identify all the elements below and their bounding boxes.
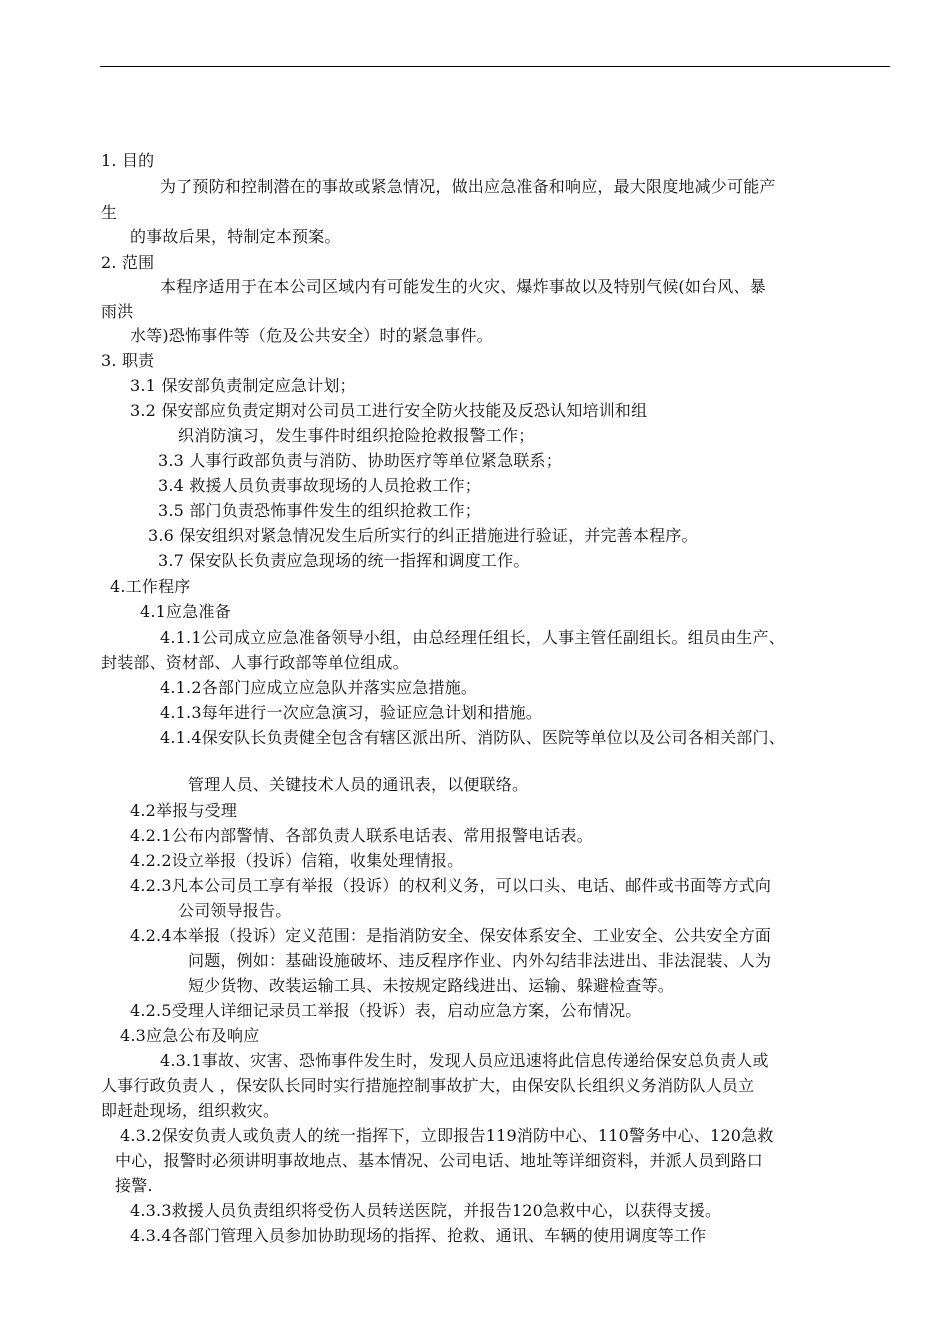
- paragraph-line: 水等)恐怖事件等（危及公共安全）时的紧急事件。: [130, 326, 493, 345]
- paragraph-line: 中心，报警时必须讲明事故地点、基本情况、公司电话、地址等详细资料，并派人员到路口: [115, 1151, 764, 1170]
- section-heading-purpose: 1. 目的: [101, 151, 155, 170]
- paragraph-line: 接警.: [115, 1176, 153, 1195]
- subsection-heading: 4.1应急准备: [140, 602, 231, 621]
- list-item: 4.1.1公司成立应急准备领导小组，由总经理任组长，人事主管任副组长。组员由生产、: [160, 628, 785, 647]
- paragraph-line: 即赶赴现场，组织救灾。: [101, 1101, 280, 1120]
- list-item: 3.2 保安部应负责定期对公司员工进行安全防火技能及反恐认知培训和组: [130, 401, 648, 420]
- paragraph-line: 人事行政负责人 ，保安队长同时实行措施控制事故扩大，由保安队长组织义务消防队人员立: [101, 1076, 755, 1095]
- list-item: 3.4 救援人员负责事故现场的人员抢救工作；: [158, 476, 481, 495]
- list-item: 4.1.4保安队长负责健全包含有辖区派出所、消防队、医院等单位以及公司各相关部门、: [160, 728, 785, 747]
- paragraph-line: 的事故后果，特制定本预案。: [130, 227, 341, 246]
- section-heading-scope: 2. 范围: [101, 253, 155, 272]
- list-item: 4.2.5受理人详细记录员工举报（投诉）表，启动应急方案，公布情况。: [130, 1001, 642, 1020]
- list-item: 3.6 保安组织对紧急情况发生后所实行的纠正措施进行验证，并完善本程序。: [148, 526, 698, 545]
- list-item: 4.2.2设立举报（投诉）信箱，收集处理情报。: [130, 851, 464, 870]
- paragraph-line: 问题，例如：基础设施破坏、违反程序作业、内外勾结非法进出、非法混装、人为: [188, 951, 772, 970]
- list-item: 4.1.2各部门应成立应急队并落实应急措施。: [160, 678, 478, 697]
- list-item: 4.1.3每年进行一次应急演习，验证应急计划和措施。: [160, 703, 542, 722]
- header-divider: [100, 66, 890, 67]
- subsection-heading: 4.2举报与受理: [130, 801, 238, 820]
- list-item: 3.5 部门负责恐怖事件发生的组织抢救工作；: [158, 501, 481, 520]
- list-item: 3.7 保安队长负责应急现场的统一指挥和调度工作。: [158, 551, 530, 570]
- paragraph-line: 短少货物、改装运输工具、未按规定路线进出、运输、躲避检查等。: [188, 976, 675, 995]
- section-heading-duties: 3. 职责: [101, 351, 155, 370]
- list-item: 织消防演习，发生事件时组织抢险抢救报警工作；: [178, 426, 535, 445]
- paragraph-line: 雨洪: [101, 302, 134, 321]
- list-item: 4.3.4各部门管理入员参加协助现场的指挥、抢救、通讯、车辆的使用调度等工作: [130, 1226, 707, 1245]
- paragraph-line: 管理人员、关键技术人员的通讯表，以便联络。: [188, 775, 529, 794]
- paragraph-line: 生: [101, 203, 118, 222]
- subsection-heading: 4.3应急公布及响应: [120, 1026, 260, 1045]
- paragraph-line: 封装部、资材部、人事行政部等单位组成。: [101, 653, 409, 672]
- paragraph-line: 公司领导报告。: [178, 901, 292, 920]
- list-item: 3.3 人事行政部负责与消防、协助医疗等单位紧急联系；: [158, 451, 562, 470]
- list-item: 4.2.1公布内部警情、各部负责人联系电话表、常用报警电话表。: [130, 826, 593, 845]
- list-item: 4.3.3救援人员负责组织将受伤人员转送医院，并报告120急救中心，以获得支援。: [130, 1201, 722, 1220]
- list-item: 4.3.1事故、灾害、恐怖事件发生时，发现人员应迅速将此信息传递给保安总负责人或: [160, 1051, 769, 1070]
- paragraph-line: 为了预防和控制潜在的事故或紧急情况，做出应急准备和响应，最大限度地减少可能产: [160, 177, 776, 196]
- list-item: 3.1 保安部负责制定应急计划；: [130, 376, 356, 395]
- list-item: 4.3.2保安负责人或负责人的统一指挥下，立即报告119消防中心、110警务中心、120急救: [120, 1126, 774, 1145]
- section-heading-procedure: 4.工作程序: [110, 577, 191, 596]
- paragraph-line: 本程序适用于在本公司区域内有可能发生的火灾、爆炸事故以及特别气候(如台风、暴: [160, 277, 766, 296]
- list-item: 4.2.3凡本公司员工享有举报（投诉）的权利义务，可以口头、电话、邮件或书面等方式向: [130, 876, 772, 895]
- list-item: 4.2.4本举报（投诉）定义范围：是指消防安全、保安体系安全、工业安全、公共安全方面: [130, 926, 772, 945]
